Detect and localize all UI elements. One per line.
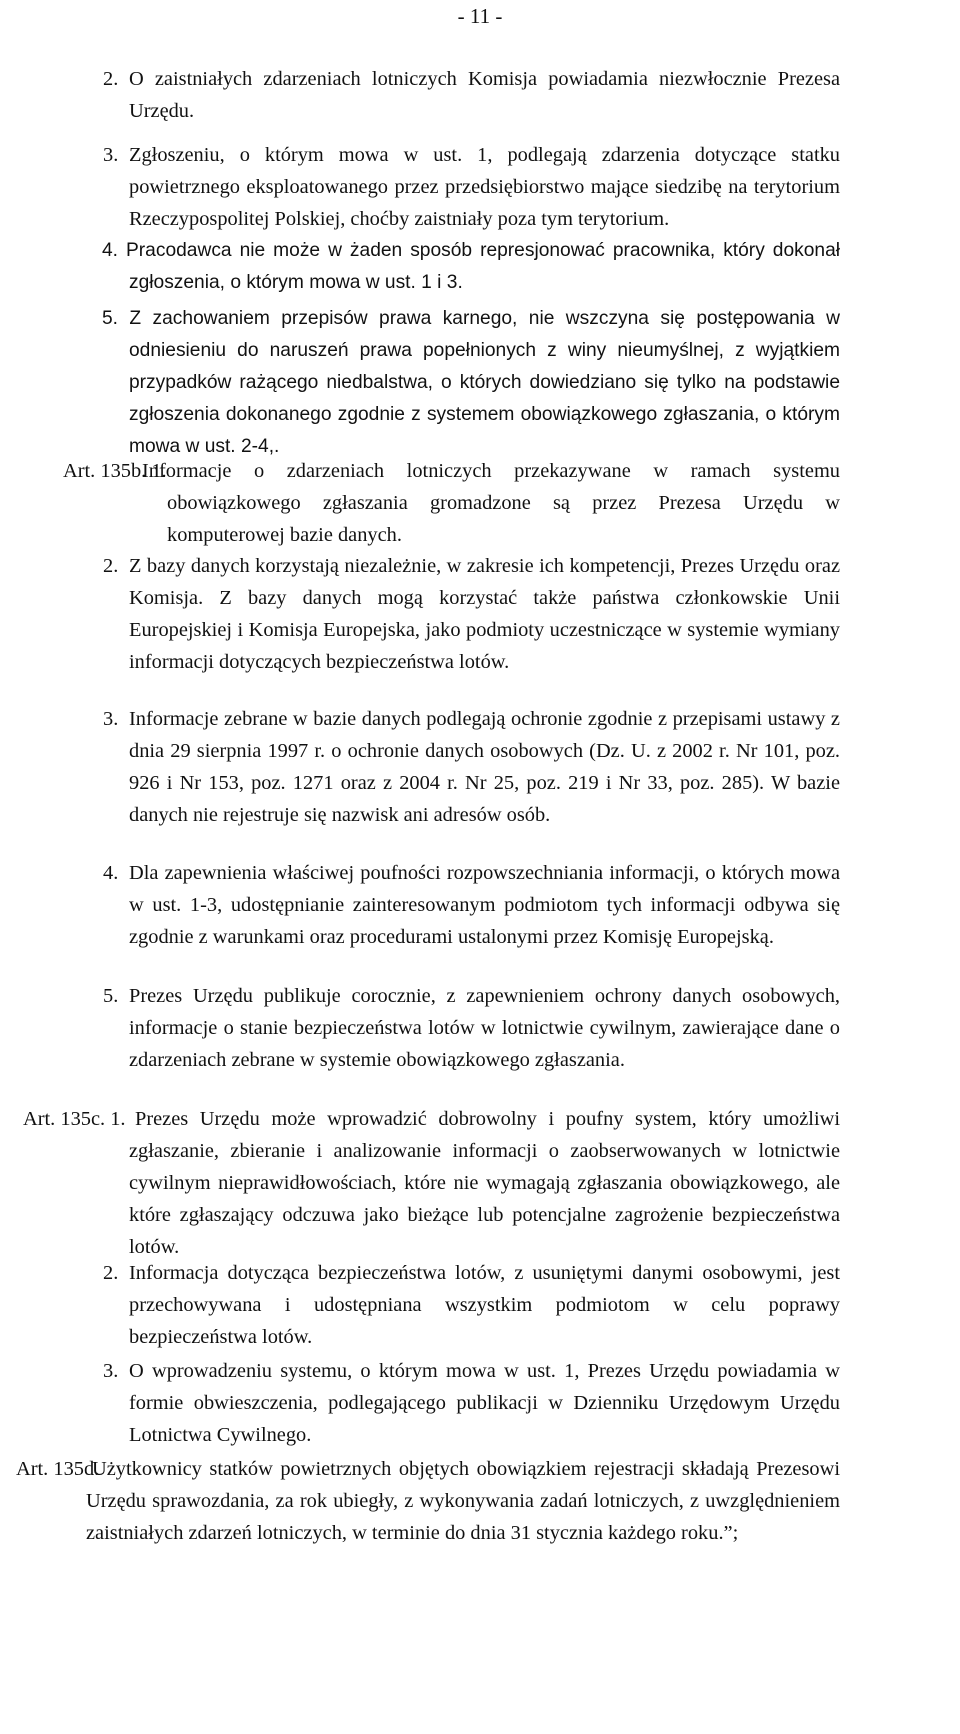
item-number: 3. <box>103 708 119 730</box>
article-text: Prezes Urzędu może wprowadzić dobrowolny i poufny system, który umożliwi zgłaszanie, zbieranie i analizowanie informacji o zaobserwowanych w lotnictwie cywilnym nieprawidłowościach, które nie wymagają zgłaszania obowiązkowego, ale które zgłaszający odczuwa jako bieżące lub potencjalne zagrożenie bezpieczeństwa lotów. <box>129 1108 840 1258</box>
page-number: - 11 - <box>457 4 503 28</box>
item-text: Informacje zebrane w bazie danych podlegają ochronie zgodnie z przepisami ustawy z dnia 29 sierpnia 1997 r. o ochronie danych osobowych (Dz. U. z 2002 r. Nr 101, poz. 926 i Nr 153, poz. 1271 oraz z 2004 r. Nr 25, poz. 219 i Nr 33, poz. 285). W bazie danych nie rejestruje się nazwisk ani adresów osób. <box>129 708 840 826</box>
item-text: O wprowadzeniu systemu, o którym mowa w ust. 1, Prezes Urzędu powiadamia w formie obwieszczenia, podlegającego publikacji w Dzienniku Urzędowym Urzędu Lotnictwa Cywilnego. <box>129 1360 840 1446</box>
item-text: Zgłoszeniu, o którym mowa w ust. 1, podlegają zdarzenia dotyczące statku powietrznego eksploatowanego przez przedsiębiorstwo mające siedzibę na terytorium Rzeczypospolitej Polskiej, choćby zaistniały poza tym terytorium. <box>129 144 840 230</box>
item-text: Z bazy danych korzystają niezależnie, w zakresie ich kompetencji, Prezes Urzędu oraz Komisja. Z bazy danych mogą korzystać także państwa członkowskie Unii Europejskiej i Komisja Europejska, jako podmioty uczestniczące w systemie wymiany informacji dotyczących bezpieczeństwa lotów. <box>129 555 840 673</box>
article-label: Art. 135b. 1. <box>63 460 167 482</box>
item-number: 2. <box>103 68 119 90</box>
article-text: Informacje o zdarzeniach lotniczych przekazywane w ramach systemu obowiązkowego zgłaszania gromadzone są przez Prezesa Urzędu w komputerowej bazie danych. <box>142 460 840 546</box>
item-number: 4. <box>103 862 119 884</box>
item-number: 2. <box>103 1262 119 1284</box>
item-number: 2. <box>103 555 119 577</box>
item-text: Dla zapewnienia właściwej poufności rozpowszechniania informacji, o których mowa w ust. 1-3, udostępnianie zainteresowanym podmiotom tych informacji odbywa się zgodnie z warunkami oraz procedurami ustalonymi przez Komisję Europejską. <box>129 862 840 948</box>
article-label: Art. 135d. <box>16 1458 100 1480</box>
item-number: 3. <box>103 1360 119 1382</box>
item-text: 4. Pracodawca nie może w żaden sposób represjonować pracownika, który dokonał zgłoszenia, o którym mowa w ust. 1 i 3. <box>102 240 840 293</box>
item-text: Informacja dotycząca bezpieczeństwa lotów, z usuniętymi danymi osobowymi, jest przechowywana i udostępniana wszystkim podmiotom w celu poprawy bezpieczeństwa lotów. <box>129 1262 840 1348</box>
item-text: Prezes Urzędu publikuje corocznie, z zapewnieniem ochrony danych osobowych, informacje o stanie bezpieczeństwa lotów w lotnictwie cywilnym, zawierające dane o zdarzeniach zebrane w systemie obowiązkowego zgłaszania. <box>129 985 840 1071</box>
item-text: 5. Z zachowaniem przepisów prawa karnego, nie wszczyna się postępowania w odniesieniu do naruszeń prawa popełnionych z winy nieumyślnej, z wyjątkiem przypadków rażącego niedbalstwa, o których dowiedziano się tylko na podstawie zgłoszenia dokonanego zgodnie z systemem obowiązkowego zgłaszania, o którym mowa w ust. 2-4,. <box>102 308 840 457</box>
item-text: O zaistniałych zdarzeniach lotniczych Komisja powiadamia niezwłocznie Prezesa Urzędu. <box>129 68 840 122</box>
article-label: Art. 135c. 1. <box>23 1108 126 1130</box>
item-number: 5. <box>103 985 119 1007</box>
article-text: Użytkownicy statków powietrznych objętych obowiązkiem rejestracji składają Prezesowi Urzędu sprawozdania, za rok ubiegły, z wykonywania zadań lotniczych, z uwzględnieniem zaistniałych zdarzeń lotniczych, w terminie do dnia 31 stycznia każdego roku.”; <box>86 1458 840 1544</box>
item-number: 3. <box>103 144 119 166</box>
